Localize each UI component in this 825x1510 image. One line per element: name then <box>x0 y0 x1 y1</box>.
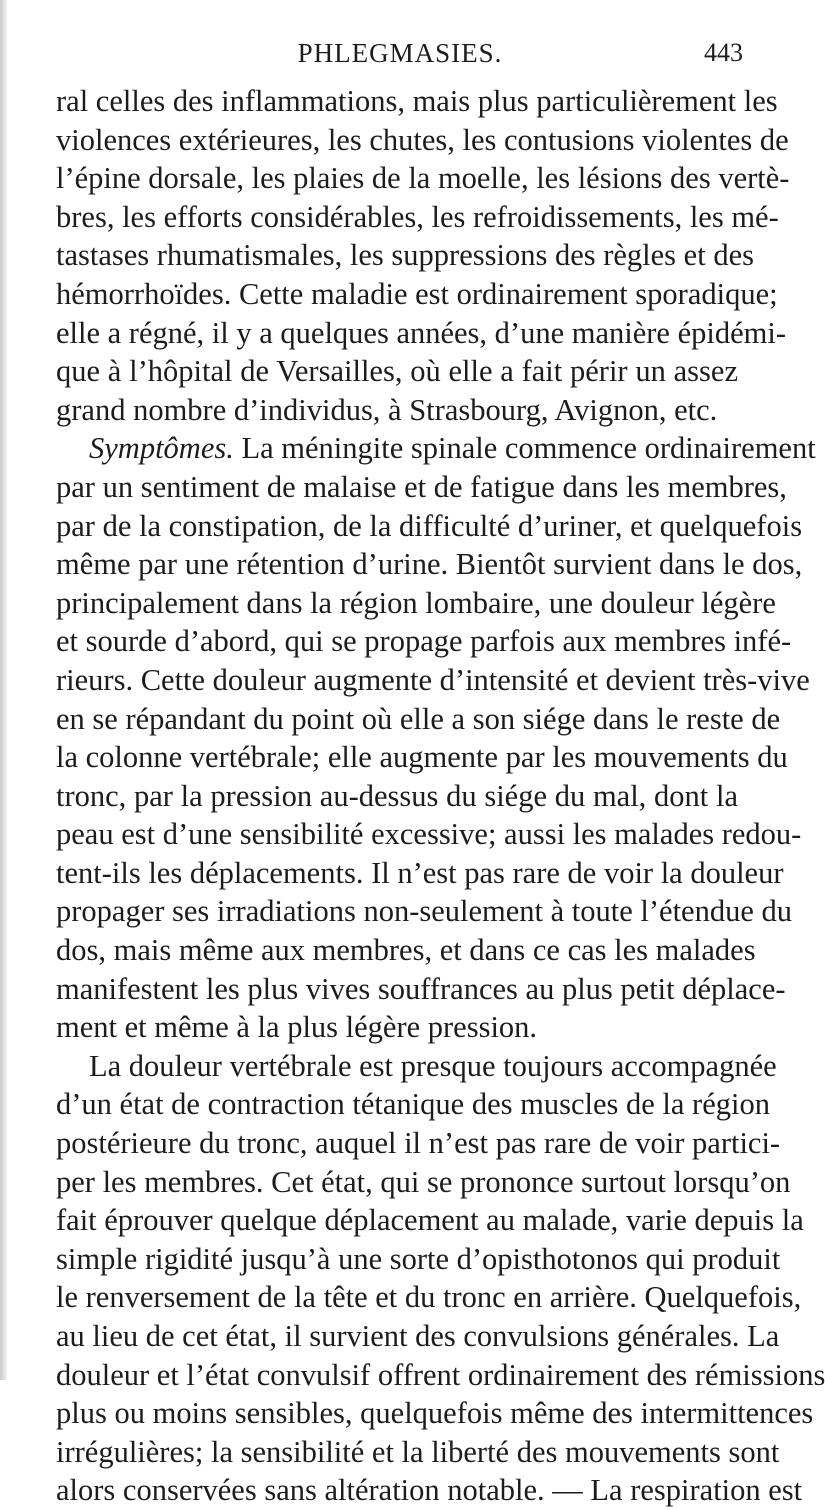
text-line: irrégulières; la sensibilité et la liberté des mouvements sont <box>56 1434 780 1469</box>
text-line-symptoms <box>56 429 816 468</box>
text-line: que à l’hôpital de Versailles, où elle a fait périr un assez <box>56 354 738 389</box>
running-title: PHLEGMASIES. <box>297 38 503 68</box>
text-line: la colonne vertébrale; elle augmente par les mouvements du <box>56 740 788 775</box>
text-line: l’épine dorsale, les plaies de la moelle, les lésions des vertè- <box>56 161 790 196</box>
text-line: propager ses irradiations non-seulement à toute l’étendue du <box>56 894 792 929</box>
text-line: tronc, par la pression au-dessus du siége du mal, dont la <box>56 778 738 813</box>
page-number: 443 <box>704 38 743 67</box>
text-line: par un sentiment de malaise et de fatigue dans les membres, <box>56 469 787 504</box>
text-line: violences extérieures, les chutes, les contusions violentes de <box>56 122 789 157</box>
text-line: même par une rétention d’urine. Bientôt survient dans le dos, <box>56 547 803 582</box>
text-line: grand nombre d’individus, à Strasbourg, Avignon, etc. <box>56 392 718 427</box>
text-line: La douleur vertébrale est presque toujours accompagnée <box>89 1048 777 1083</box>
text-line: et sourde d’abord, qui se propage parfois aux membres infé- <box>56 624 792 659</box>
text-line: simple rigidité jusqu’à une sorte d’opisthotonos qui produit <box>56 1241 781 1276</box>
text-line: tent-ils les déplacements. Il n’est pas rare de voir la douleur <box>56 855 784 890</box>
text-line: per les membres. Cet état, qui se prononce surtout lorsqu’on <box>56 1164 791 1199</box>
text-line: peau est d’une sensibilité excessive; aussi les malades redou- <box>56 817 802 852</box>
text-line: en se répandant du point où elle a son siége dans le reste de <box>56 701 781 736</box>
text-line-rest: La méningite spinale commence ordinairement <box>241 431 816 466</box>
text-line: principalement dans la région lombaire, une douleur légère <box>56 585 776 620</box>
text-line: le renversement de la tête et du tronc en arrière. Quelquefois, <box>56 1280 802 1315</box>
text-line: postérieure du tronc, auquel il n’est pas rare de voir partici- <box>56 1126 781 1161</box>
body-text <box>56 82 825 1510</box>
text-line: fait éprouver quelque déplacement au malade, varie depuis la <box>56 1203 804 1238</box>
text-line: plus ou moins sensibles, quelquefois même des intermittences <box>56 1396 814 1431</box>
text-line: bres, les efforts considérables, les refroidissements, les mé- <box>56 199 779 234</box>
text-line: hémorrhoïdes. Cette maladie est ordinairement sporadique; <box>56 276 778 311</box>
page-edge-shadow <box>0 0 7 1380</box>
text-line: manifestent les plus vives souffrances au plus petit déplace- <box>56 971 786 1006</box>
text-line: elle a régné, il y a quelques années, d’une manière épidémi- <box>56 315 786 350</box>
text-line: ment et même à la plus légère pression. <box>56 1010 538 1045</box>
section-lead-symptomes: Symptômes. <box>89 431 234 466</box>
text-line: rieurs. Cette douleur augmente d’intensité et devient très-vive <box>56 662 810 697</box>
text-line: par de la constipation, de la difficulté d’uriner, et quelquefois <box>56 508 803 543</box>
text-line: alors conservées sans altération notable. — La respiration est <box>56 1473 803 1508</box>
text-line: tastases rhumatismales, les suppressions des règles et des <box>56 238 754 273</box>
text-line: au lieu de cet état, il survient des convulsions générales. La <box>56 1319 780 1353</box>
text-line: douleur et l’état convulsif offrent ordinairement des rémissions <box>56 1357 825 1392</box>
text-line: d’un état de contraction tétanique des muscles de la région <box>56 1087 770 1122</box>
running-header <box>60 38 743 68</box>
text-line: dos, mais même aux membres, et dans ce cas les malades <box>56 933 756 968</box>
text-line: ral celles des inflammations, mais plus particulièrement les <box>56 84 778 118</box>
